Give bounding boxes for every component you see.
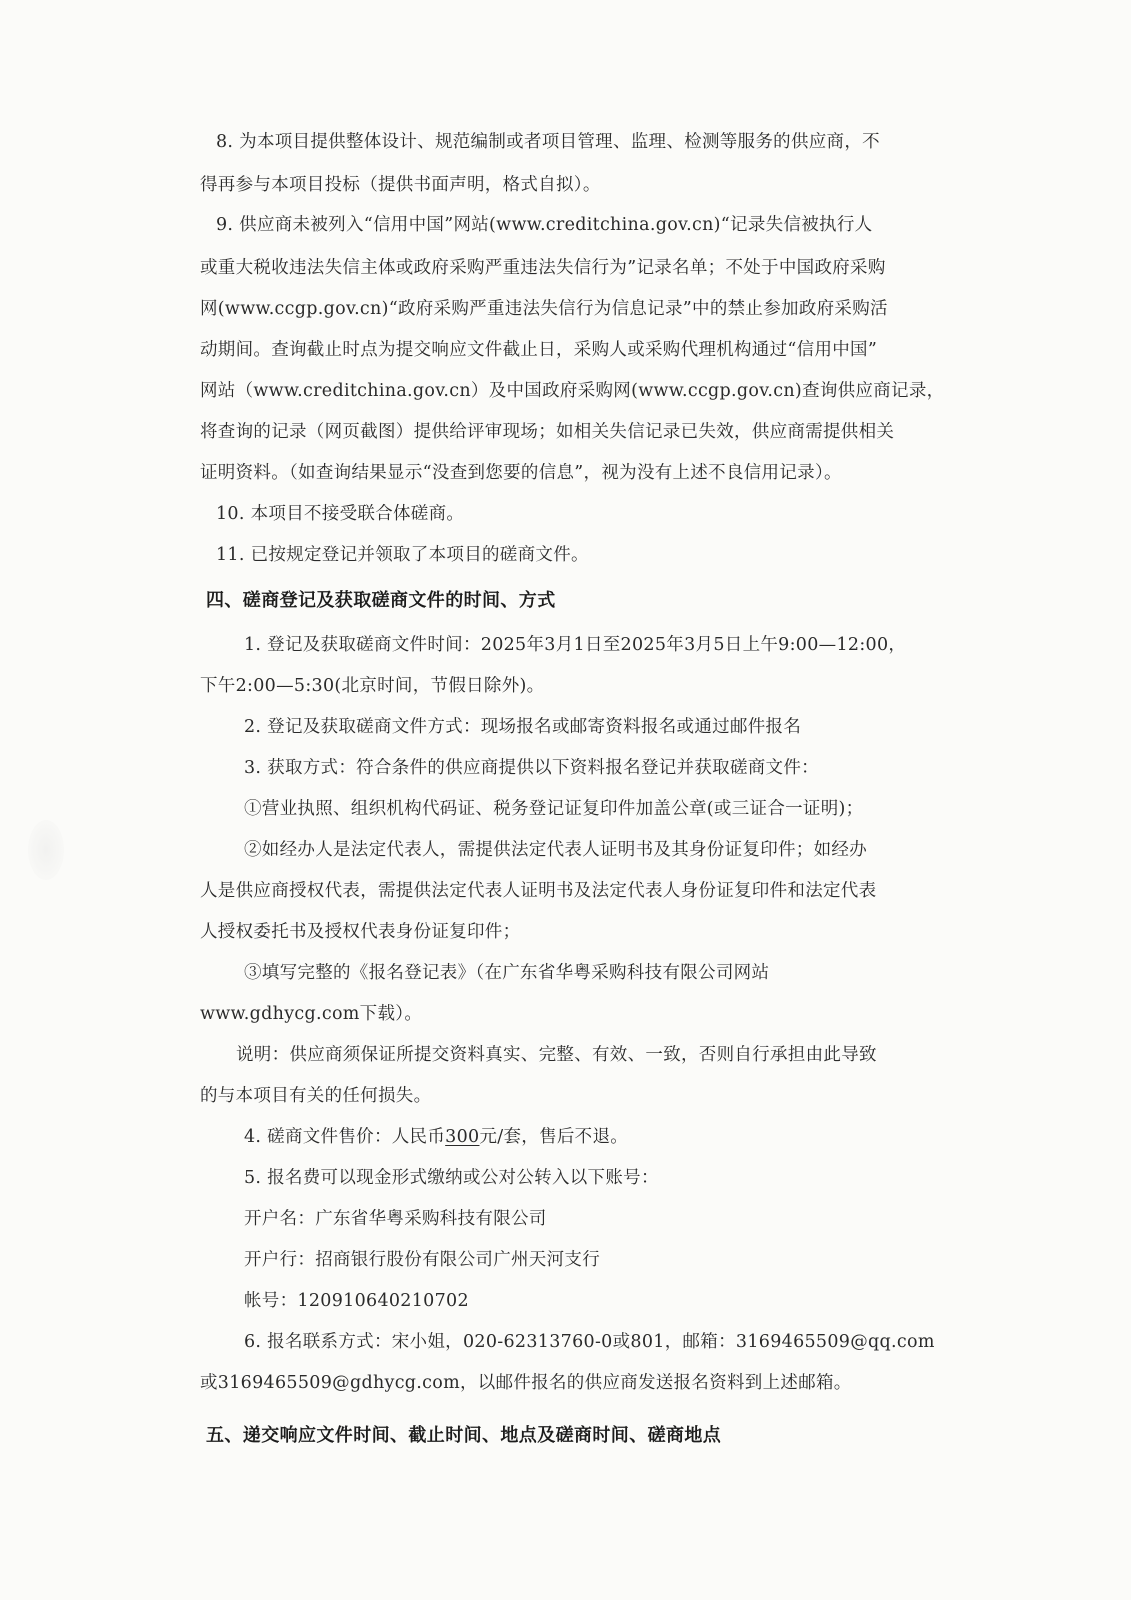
price-value: 300: [445, 1127, 480, 1147]
sec4-item-3-sub-2-line-2: 人是供应商授权代表，需提供法定代表人证明书及法定代表人身份证复印件和法定代表: [200, 881, 877, 901]
sec4-item-5: 5. 报名费可以现金形式缴纳或公对公转入以下账号：: [244, 1168, 659, 1188]
para-8-line-2: 得再参与本项目投标（提供书面声明，格式自拟）。: [200, 175, 601, 195]
price-label: 4. 磋商文件售价：人民币: [244, 1127, 446, 1147]
sec4-item-3-sub-2-line-1: ②如经办人是法定代表人，需提供法定代表人证明书及其身份证复印件；如经办: [244, 840, 867, 860]
section-5-heading: 五、递交响应文件时间、截止时间、地点及磋商时间、磋商地点: [206, 1425, 722, 1446]
sec4-item-2: 2. 登记及获取磋商文件方式：现场报名或邮寄资料报名或通过邮件报名: [244, 717, 802, 737]
sec4-item-4: [244, 1125, 628, 1149]
sec4-item-6-line-2: 或3169465509@gdhycg.com，以邮件报名的供应商发送报名资料到上述邮箱。: [200, 1373, 852, 1393]
account-bank: 开户行：招商银行股份有限公司广州天河支行: [244, 1250, 600, 1270]
sec4-item-6-line-1: 6. 报名联系方式：宋小姐，020-62313760-0或801，邮箱：3169465509@qq.com: [244, 1332, 935, 1352]
para-9-line-2: 或重大税收违法失信主体或政府采购严重违法失信行为”记录名单；不处于中国政府采购: [200, 258, 886, 278]
sec4-note-line-2: 的与本项目有关的任何损失。: [200, 1086, 432, 1106]
para-11: 11. 已按规定登记并领取了本项目的磋商文件。: [216, 545, 589, 565]
para-9-line-6: 将查询的记录（网页截图）提供给评审现场；如相关失信记录已失效，供应商需提供相关: [200, 422, 895, 442]
para-9-line-3: 网(www.ccgp.gov.cn)“政府采购严重违法失信行为信息记录”中的禁止参加政府采购活: [200, 299, 888, 319]
para-8-line-1: 8. 为本项目提供整体设计、规范编制或者项目管理、监理、检测等服务的供应商，不: [216, 132, 880, 152]
para-9-line-5: 网站（www.creditchina.gov.cn）及中国政府采购网(www.ccgp.gov.cn)查询供应商记录，: [200, 381, 945, 401]
scan-artifact: [28, 820, 64, 880]
account-name: 开户名：广东省华粤采购科技有限公司: [244, 1209, 547, 1229]
sec4-note-line-1: 说明：供应商须保证所提交资料真实、完整、有效、一致，否则自行承担由此导致: [236, 1045, 877, 1065]
sec4-item-1-line-1: 1. 登记及获取磋商文件时间：2025年3月1日至2025年3月5日上午9:00—12:00，: [244, 635, 907, 655]
para-9-line-4: 动期间。查询截止时点为提交响应文件截止日，采购人或采购代理机构通过“信用中国”: [200, 340, 878, 360]
sec4-item-3: 3. 获取方式：符合条件的供应商提供以下资料报名登记并获取磋商文件：: [244, 758, 819, 778]
para-9-line-7: 证明资料。（如查询结果显示“没查到您要的信息”，视为没有上述不良信用记录）。: [200, 463, 842, 483]
price-tail: 元/套，售后不退。: [479, 1127, 629, 1147]
sec4-item-3-sub-3-line-2: www.gdhycg.com下载）。: [200, 1004, 423, 1024]
section-4-heading: 四、磋商登记及获取磋商文件的时间、方式: [206, 590, 556, 611]
para-9-line-1: 9. 供应商未被列入“信用中国”网站(www.creditchina.gov.cn)“记录失信被执行人: [216, 215, 873, 235]
sec4-item-3-sub-1: ①营业执照、组织机构代码证、税务登记证复印件加盖公章(或三证合一证明)；: [244, 799, 864, 819]
account-number: 帐号：120910640210702: [244, 1291, 469, 1311]
sec4-item-3-sub-2-line-3: 人授权委托书及授权代表身份证复印件；: [200, 922, 521, 942]
sec4-item-1-line-2: 下午2:00—5:30(北京时间，节假日除外)。: [200, 676, 545, 696]
para-10: 10. 本项目不接受联合体磋商。: [216, 504, 465, 524]
sec4-item-3-sub-3-line-1: ③填写完整的《报名登记表》（在广东省华粤采购科技有限公司网站: [244, 963, 770, 983]
